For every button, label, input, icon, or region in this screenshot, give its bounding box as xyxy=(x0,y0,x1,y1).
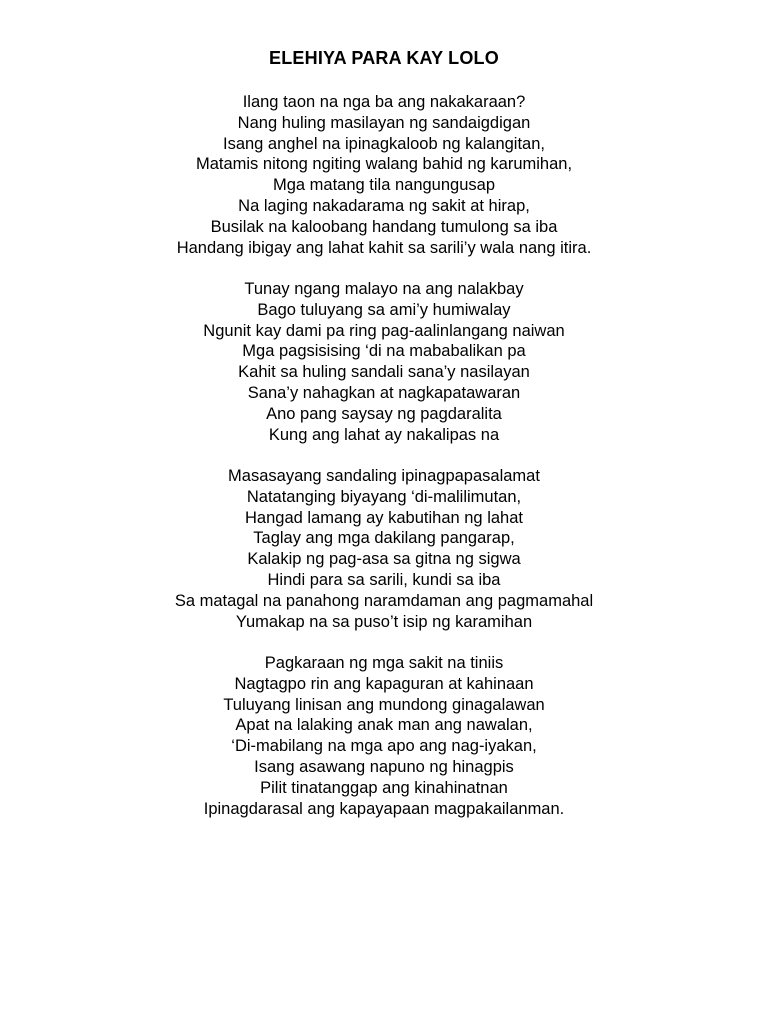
poem-line: Pagkaraan ng mga sakit na tiniis xyxy=(264,654,504,672)
poem-line: Apat na lalaking anak man ang nawalan, xyxy=(235,716,533,735)
poem-line: Kahit sa huling sandali sana’y nasilayan xyxy=(238,363,530,382)
poem-line: Isang asawang napuno ng hinagpis xyxy=(254,757,514,776)
poem-line: Kalakip ng pag-asa sa gitna ng sigwa xyxy=(247,550,521,569)
poem-line: Ipinagdarasal ang kapayapaan magpakailanman. xyxy=(203,799,565,818)
stanza-3 xyxy=(0,466,768,632)
poem-line: Matamis nitong ngiting walang bahid ng karumihan, xyxy=(195,155,573,174)
poem-line: Sa matagal na panahong naramdaman ang pagmamahal xyxy=(174,591,594,610)
poem-line: Taglay ang mga dakilang pangarap, xyxy=(253,529,515,548)
poem-line: Kung ang lahat ay nakalipas na xyxy=(268,425,500,444)
stanza-2 xyxy=(0,279,768,445)
poem-line: Tuluyang linisan ang mundong ginagalawan xyxy=(223,695,545,714)
poem-line: Sana’y nahagkan at nagkapatawaran xyxy=(247,383,521,402)
poem-line: Ano pang saysay ng pagdaralita xyxy=(266,404,502,423)
poem-line: Hindi para sa sarili, kundi sa iba xyxy=(267,570,501,589)
stanza-1 xyxy=(0,92,768,258)
poem-line: Na laging nakadarama ng sakit at hirap, xyxy=(238,196,530,215)
poem-line: Handang ibigay ang lahat kahit sa sarili’y wala nang itira. xyxy=(176,238,592,257)
poem-line: Masasayang sandaling ipinagpapasalamat xyxy=(228,467,540,485)
poem-line: Mga matang tila nangungusap xyxy=(273,176,495,195)
stanza-4 xyxy=(0,653,768,819)
poem-line: Pilit tinatanggap ang kinahinatnan xyxy=(260,778,508,797)
poem-line: Mga pagsisising ‘di na mababalikan pa xyxy=(242,342,526,361)
poem-line: Ilang taon na nga ba ang nakakaraan? xyxy=(242,93,526,111)
poem-line: Yumakap na sa puso’t isip ng karamihan xyxy=(235,612,533,631)
poem-line: Nang huling masilayan ng sandaigdigan xyxy=(237,113,531,132)
poem-line: Ngunit kay dami pa ring pag-aalinlangang naiwan xyxy=(203,321,565,340)
poem-line: Tunay ngang malayo na ang nalakbay xyxy=(244,280,524,298)
poem-line: ‘Di-mabilang na mga apo ang nag-iyakan, xyxy=(231,737,537,756)
poem-line: Busilak na kaloobang handang tumulong sa iba xyxy=(210,217,558,236)
poem-line: Bago tuluyang sa ami’y humiwalay xyxy=(257,300,511,319)
poem-line: Natatanging biyayang ‘di-malilimutan, xyxy=(246,487,522,506)
poem-line: Isang anghel na ipinagkaloob ng kalangitan, xyxy=(222,134,545,153)
poem-title: ELEHIYA PARA KAY LOLO xyxy=(269,48,499,68)
poem-line: Hangad lamang ay kabutihan ng lahat xyxy=(245,508,523,527)
poem-line: Nagtagpo rin ang kapaguran at kahinaan xyxy=(234,674,534,693)
